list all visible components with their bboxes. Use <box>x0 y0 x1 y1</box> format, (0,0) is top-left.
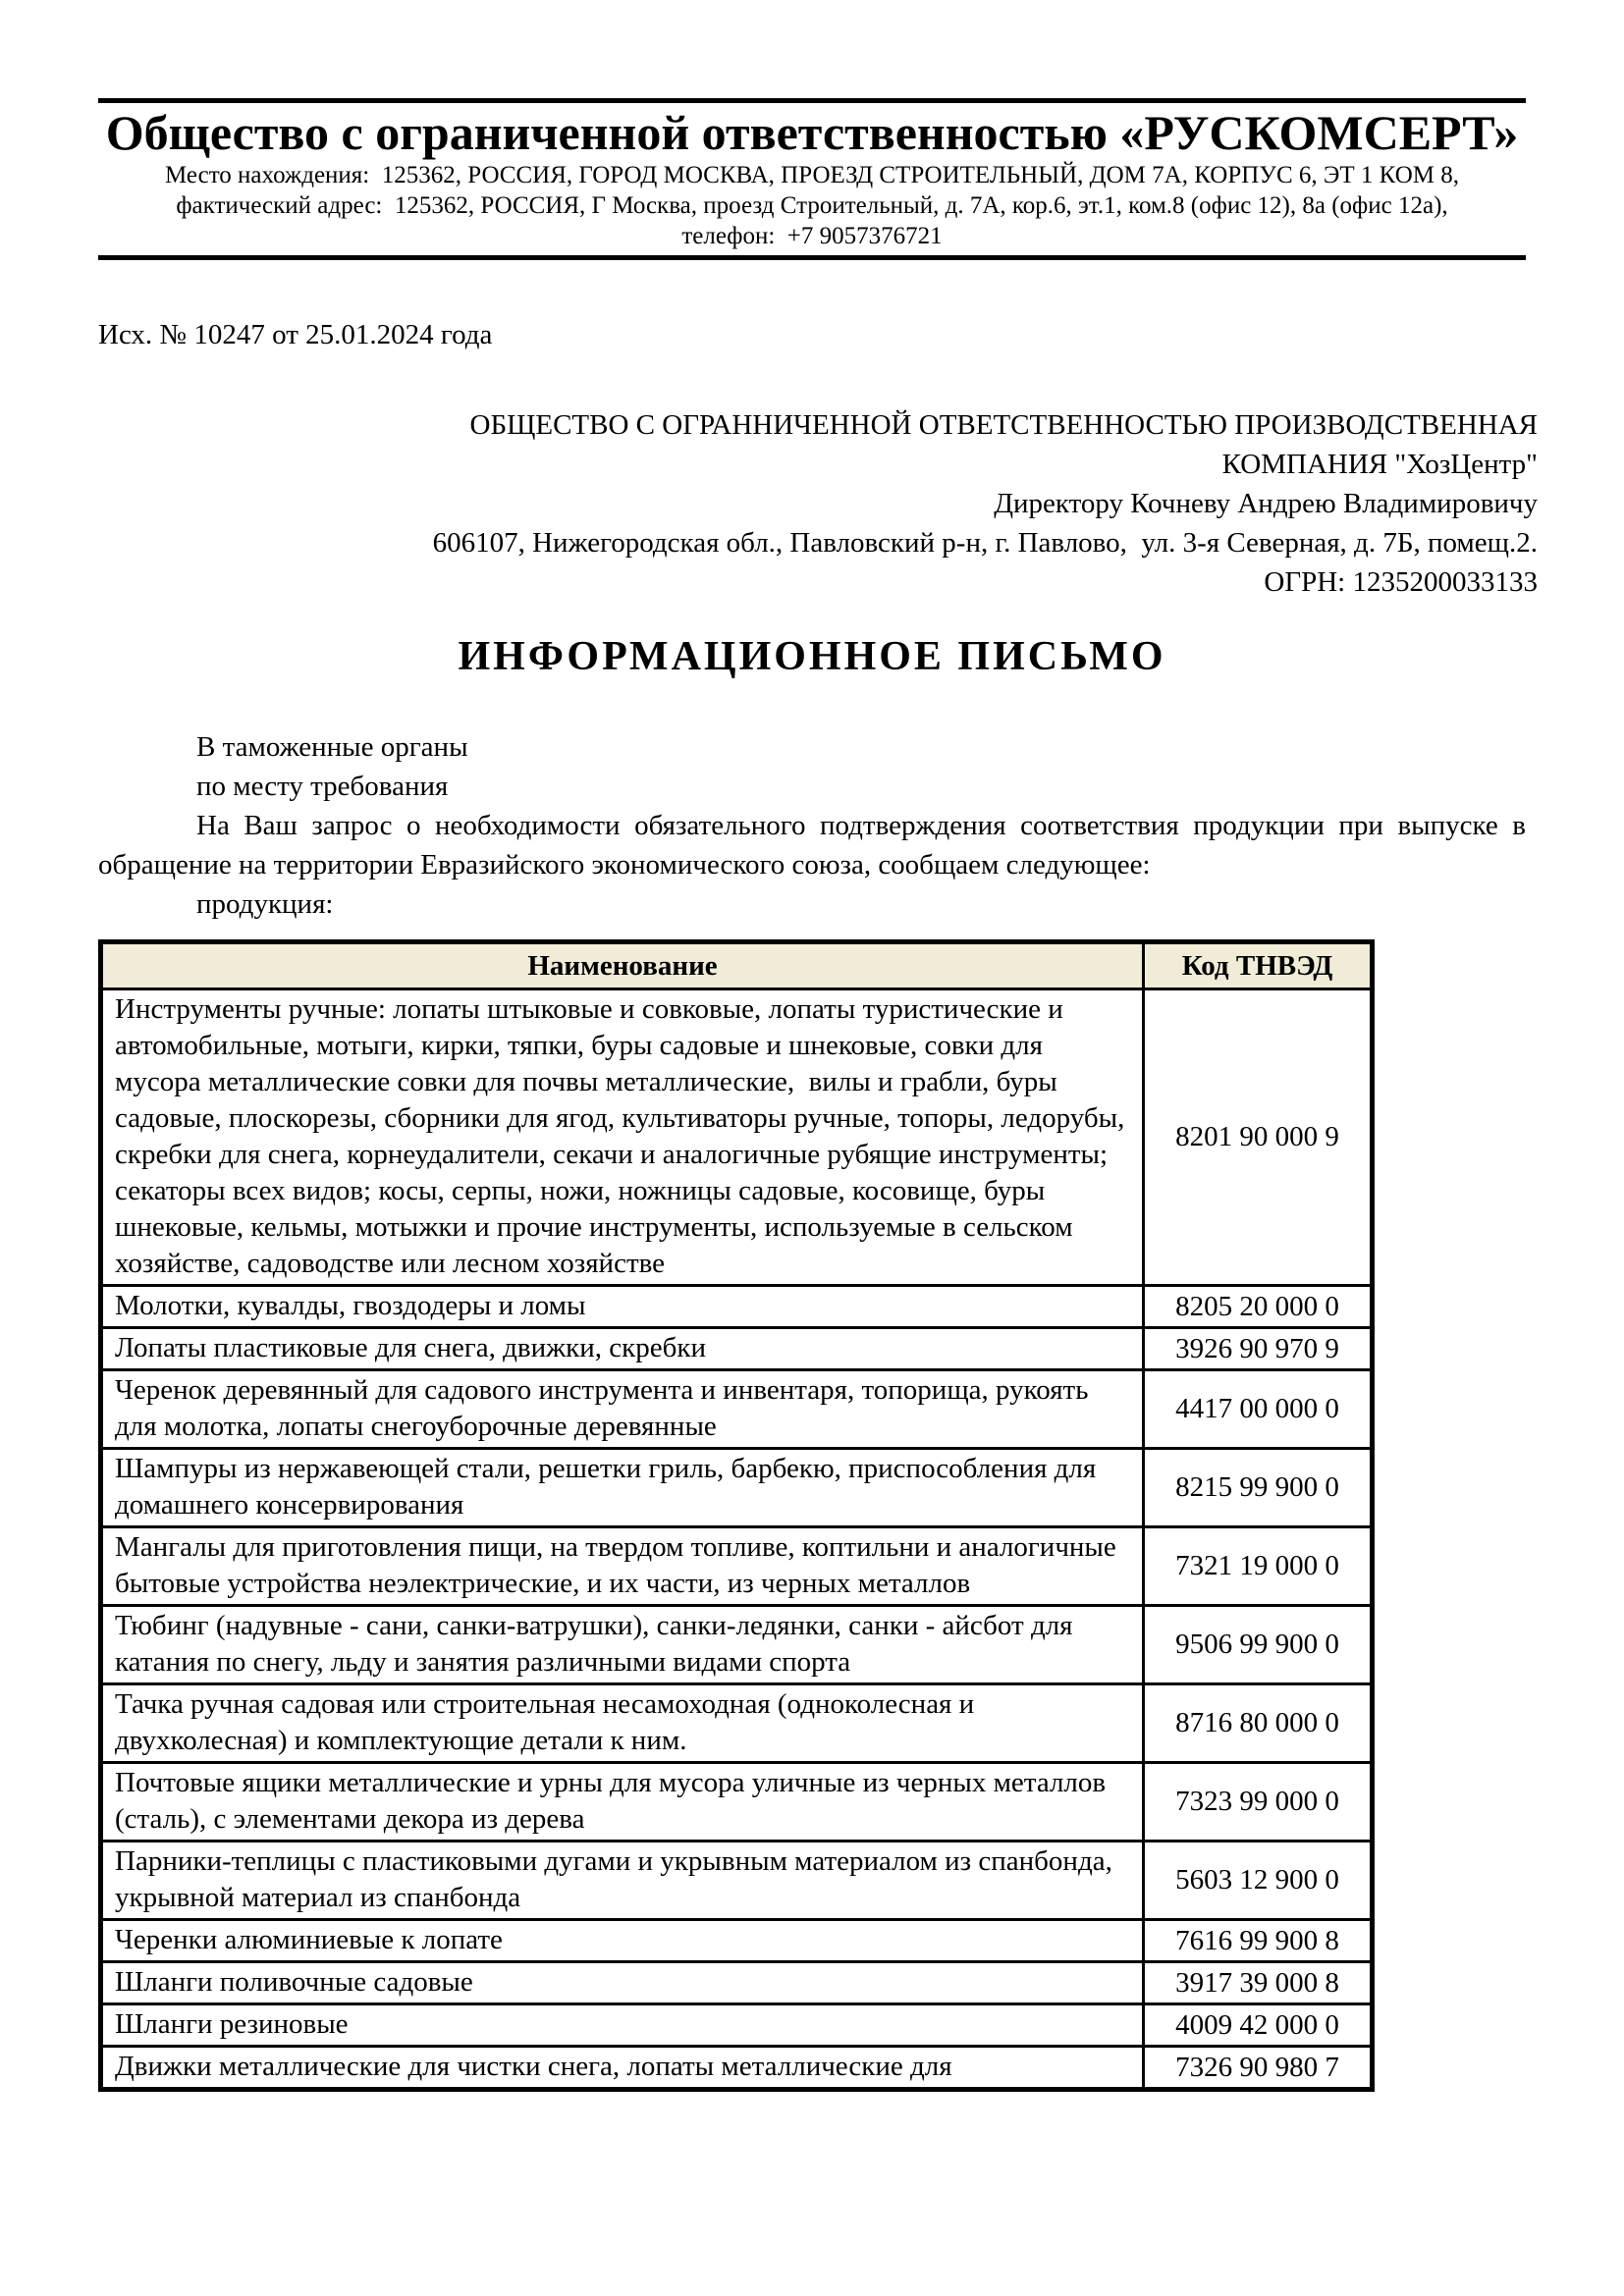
addressee-company-line-1: ОБЩЕСТВО С ОГРАННИЧЕННОЙ ОТВЕТСТВЕННОСТЬЮ ПРОИЗВОДСТВЕННАЯ <box>469 409 1538 441</box>
tnved-code-cell: 9506 99 900 0 <box>1144 1606 1373 1684</box>
table-row <box>101 1527 1373 1606</box>
product-name-cell: Тюбинг (надувные - сани, санки-ватрушки), санки-ледянки, санки - айсбот для катания по снегу, льду и занятия различными видами спорта <box>101 1606 1144 1684</box>
table-row <box>101 1449 1373 1527</box>
tnved-code-cell: 8716 80 000 0 <box>1144 1684 1373 1763</box>
product-name-cell: Парники-теплицы с пластиковыми дугами и укрывным материалом из спанбонда, укрывной материал из спанбонда <box>101 1842 1144 1920</box>
product-name-cell: Шланги резиновые <box>101 2004 1144 2047</box>
product-table <box>98 939 1375 2092</box>
letterhead-address-block <box>0 160 1624 251</box>
product-name-cell: Молотки, кувалды, гвоздодеры и ломы <box>101 1286 1144 1328</box>
tnved-code-cell: 7321 19 000 0 <box>1144 1527 1373 1606</box>
tnved-code-cell: 3926 90 970 9 <box>1144 1328 1373 1370</box>
tnved-code-cell: 8201 90 000 9 <box>1144 989 1373 1286</box>
recipient-line-1: В таможенные органы <box>196 731 468 763</box>
letterhead-bottom-rule <box>98 255 1526 260</box>
table-row <box>101 989 1373 1286</box>
tnved-code-cell: 5603 12 900 0 <box>1144 1842 1373 1920</box>
table-row <box>101 2047 1373 2090</box>
company-title: Общество с ограниченной ответственностью «РУСКОМСЕРТ» <box>105 105 1519 160</box>
table-row <box>101 1684 1373 1763</box>
tnved-code-cell: 7616 99 900 8 <box>1144 1920 1373 1962</box>
product-name-cell: Черенок деревянный для садового инструмента и инвентаря, топорища, рукоять для молотка, лопаты снегоуборочные деревянные <box>101 1370 1144 1449</box>
tnved-code-cell: 4417 00 000 0 <box>1144 1370 1373 1449</box>
addressee-company-line-2: КОМПАНИЯ "ХозЦентр" <box>1221 449 1538 480</box>
recipient-line-2: по месту требования <box>196 771 449 802</box>
body-paragraph: На Ваш запрос о необходимости обязательного подтверждения соответствия продукции при выпуске в обращение на территории Евразийского экономического союза, сообщаем следующее: <box>98 810 1526 881</box>
tnved-code-cell: 4009 42 000 0 <box>1144 2004 1373 2047</box>
company-address-line-1: Место нахождения: 125362, РОССИЯ, ГОРОД МОСКВА, ПРОЕЗД СТРОИТЕЛЬНЫЙ, ДОМ 7А, КОРПУС 6, ЭТ 1 КОМ 8, <box>164 162 1460 188</box>
addressee-director-line: Директору Кочневу Андрею Владимировичу <box>994 488 1538 519</box>
product-name-cell: Инструменты ручные: лопаты штыковые и совковые, лопаты туристические и автомобильные, мотыги, кирки, тяпки, буры садовые и шнековые, совки для мусора металлические совки для почвы металлические, вилы и грабли, буры садовые, плоскорезы, сборники для ягод, культиваторы ручные, топоры, ледорубы, скребки для снега, корнеудалители, секачи и аналогичные рубящие инструменты; секаторы всех видов; косы, серпы, ножи, ножницы садовые, косовище, буры шнековые, кельмы, мотыжки и прочие инструменты, используемые в сельском хозяйстве, садоводстве или лесном хозяйстве <box>101 989 1144 1286</box>
table-header-code: Код ТНВЭД <box>1144 942 1373 989</box>
company-phone-line: телефон: +7 9057376721 <box>681 223 943 249</box>
letter-body <box>98 727 1526 924</box>
letter-title: ИНФОРМАЦИОННОЕ ПИСЬМО <box>458 634 1166 679</box>
table-row <box>101 1370 1373 1449</box>
tnved-code-cell: 7323 99 000 0 <box>1144 1763 1373 1842</box>
table-header-name: Наименование <box>101 942 1144 989</box>
table-row <box>101 1763 1373 1842</box>
addressee-ogrn-line: ОГРН: 1235200033133 <box>1264 566 1538 598</box>
addressee-block <box>98 405 1538 602</box>
product-table-body <box>101 989 1373 2090</box>
table-row <box>101 1328 1373 1370</box>
product-name-cell: Движки металлические для чистки снега, лопаты металлические для <box>101 2047 1144 2090</box>
product-name-cell: Черенки алюминиевые к лопате <box>101 1920 1144 1962</box>
table-row <box>101 2004 1373 2047</box>
tnved-code-cell: 8215 99 900 0 <box>1144 1449 1373 1527</box>
table-row <box>101 1842 1373 1920</box>
addressee-address-line: 606107, Нижегородская обл., Павловский р-н, г. Павлово, ул. 3-я Северная, д. 7Б, помещ.2. <box>432 527 1538 559</box>
table-row <box>101 1606 1373 1684</box>
product-name-cell: Лопаты пластиковые для снега, движки, скребки <box>101 1328 1144 1370</box>
table-header-row <box>101 942 1373 989</box>
table-row <box>101 1920 1373 1962</box>
product-name-cell: Шланги поливочные садовые <box>101 1962 1144 2004</box>
tnved-code-cell: 3917 39 000 8 <box>1144 1962 1373 2004</box>
letterhead-top-rule <box>98 98 1526 103</box>
tnved-code-cell: 7326 90 980 7 <box>1144 2047 1373 2090</box>
table-row <box>101 1286 1373 1328</box>
tnved-code-cell: 8205 20 000 0 <box>1144 1286 1373 1328</box>
outgoing-reference: Исх. № 10247 от 25.01.2024 года <box>98 319 493 350</box>
product-name-cell: Шампуры из нержавеющей стали, решетки гриль, барбекю, приспособления для домашнего консервирования <box>101 1449 1144 1527</box>
table-row <box>101 1962 1373 2004</box>
product-table-wrapper <box>98 939 1526 2092</box>
products-label: продукция: <box>196 888 334 920</box>
product-name-cell: Почтовые ящики металлические и урны для мусора уличные из черных металлов (сталь), с элементами декора из дерева <box>101 1763 1144 1842</box>
company-address-line-2: фактический адрес: 125362, РОССИЯ, Г Москва, проезд Строительный, д. 7А, кор.6, эт.1, ком.8 (офис 12), 8а (офис 12а), <box>176 192 1448 219</box>
product-name-cell: Тачка ручная садовая или строительная несамоходная (одноколесная и двухколесная) и комплектующие детали к ним. <box>101 1684 1144 1763</box>
product-name-cell: Мангалы для приготовления пищи, на твердом топливе, коптильни и аналогичные бытовые устройства неэлектрические, и их части, из черных металлов <box>101 1527 1144 1606</box>
